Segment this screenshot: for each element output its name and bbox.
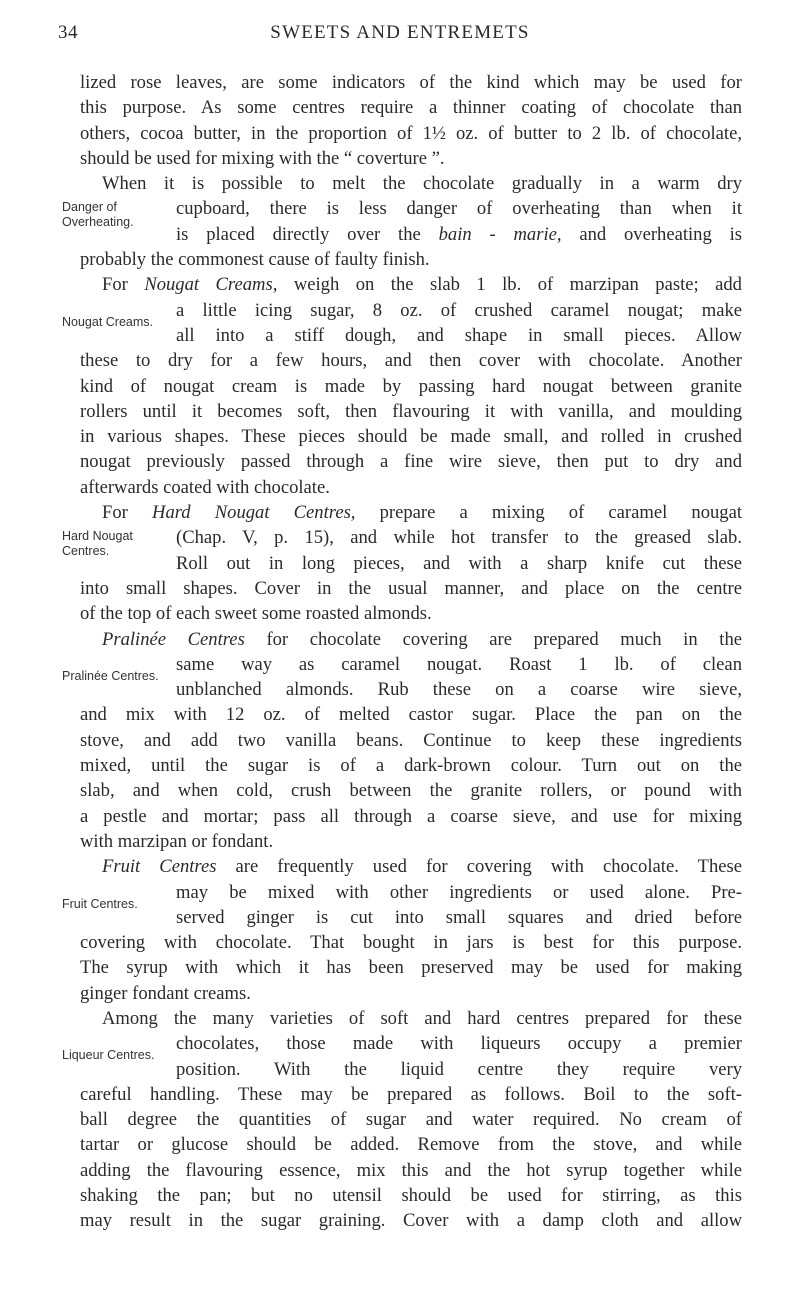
margin-note-line: Danger of bbox=[62, 200, 117, 215]
text-line: chocolates, those made with liqueurs occupy a premier bbox=[176, 1033, 742, 1055]
text-line: covering with chocolate. That bought in jars is best for this purpose. bbox=[80, 932, 742, 954]
text-fragment: and overheating is bbox=[579, 223, 743, 245]
text-line: mixed, until the sugar is of a dark-brown colour. Turn out on the bbox=[80, 755, 742, 777]
text-line bbox=[176, 222, 742, 247]
text-line: nougat previously passed through a fine wire sieve, then put to dry and bbox=[80, 451, 742, 473]
text-fragment: is placed directly over the bbox=[176, 223, 421, 245]
pralinee-section bbox=[62, 652, 742, 703]
text-line: probably the commonest cause of faulty finish. bbox=[80, 249, 430, 271]
nougat-creams-section bbox=[62, 298, 742, 349]
fruit-section bbox=[62, 880, 742, 931]
text-line: stove, and add two vanilla beans. Continue to keep these ingredients bbox=[80, 729, 742, 751]
text-fragment-italic: Fruit Centres bbox=[102, 856, 217, 878]
text-fragment-italic: Nougat Creams, bbox=[144, 274, 278, 296]
text-fragment-italic: Pralinée Centres bbox=[102, 628, 245, 650]
text-line: rollers until it becomes soft, then flavouring it with vanilla, and moulding bbox=[80, 400, 742, 422]
liqueur-section bbox=[62, 1031, 742, 1082]
text-line: ginger fondant creams. bbox=[80, 982, 251, 1004]
text-line: shaking the pan; but no utensil should be used for stirring, as this bbox=[80, 1185, 742, 1207]
margin-note-line: Hard Nougat bbox=[62, 529, 133, 544]
page-header bbox=[58, 22, 742, 52]
text-fragment: For bbox=[102, 274, 128, 296]
text-line: (Chap. V, p. 15), and while hot transfer to the greased slab. bbox=[176, 527, 742, 549]
text-line: should be used for mixing with the “ coverture ”. bbox=[80, 147, 445, 169]
text-line: a pestle and mortar; pass all through a coarse sieve, and use for mixing bbox=[80, 805, 742, 827]
text-fragment: weigh on the slab 1 lb. of marzipan paste; add bbox=[293, 274, 742, 296]
text-line: into small shapes. Cover in the usual manner, and place on the centre bbox=[80, 577, 742, 599]
text-line: may be mixed with other ingredients or used alone. Pre- bbox=[176, 881, 742, 903]
text-line bbox=[80, 272, 742, 297]
text-line: ball degree the quantities of sugar and water required. No cream of bbox=[80, 1109, 742, 1131]
text-fragment-italic: Hard Nougat Centres, bbox=[152, 502, 356, 524]
margin-note-fruit: Fruit Centres. bbox=[62, 896, 138, 911]
text-line: with marzipan or fondant. bbox=[80, 830, 274, 852]
text-line: this purpose. As some centres require a thinner coating of chocolate than bbox=[80, 97, 742, 119]
page-number: 34 bbox=[58, 22, 78, 43]
margin-note-liqueur: Liqueur Centres. bbox=[62, 1048, 155, 1063]
text-line: cupboard, there is less danger of overheating than when it bbox=[176, 198, 742, 220]
text-line: The syrup with which it has been preserved may be used for making bbox=[80, 957, 742, 979]
text-line: of the top of each sweet some roasted almonds. bbox=[80, 603, 432, 625]
running-head: SWEETS AND ENTREMETS bbox=[270, 22, 530, 43]
margin-note-line: Centres. bbox=[62, 544, 110, 559]
text-line bbox=[80, 500, 742, 525]
text-line: all into a stiff dough, and shape in small pieces. Allow bbox=[176, 324, 742, 346]
text-line: in various shapes. These pieces should be made small, and rolled in crushed bbox=[80, 426, 742, 448]
text-line: unblanched almonds. Rub these on a coarse wire sieve, bbox=[176, 679, 742, 701]
text-line: these to dry for a few hours, and then cover with chocolate. Another bbox=[80, 350, 742, 372]
margin-note-nougat-creams: Nougat Creams. bbox=[62, 314, 154, 329]
text-line bbox=[80, 627, 742, 652]
body-text bbox=[62, 70, 743, 1234]
text-line: same way as caramel nougat. Roast 1 lb. of clean bbox=[176, 653, 742, 675]
text-line: may result in the sugar graining. Cover with a damp cloth and allow bbox=[80, 1210, 742, 1232]
text-line: position. With the liquid centre they require very bbox=[176, 1058, 742, 1080]
text-line: served ginger is cut into small squares and dried before bbox=[176, 906, 742, 928]
text-line: adding the flavouring essence, mix this and the hot syrup together while bbox=[80, 1159, 742, 1181]
text-line: When it is possible to melt the chocolate gradually in a warm dry bbox=[102, 173, 742, 195]
text-line: others, cocoa butter, in the proportion of 1½ oz. of butter to 2 lb. of chocolate, bbox=[80, 122, 742, 144]
text-line: a little icing sugar, 8 oz. of crushed caramel nougat; make bbox=[176, 299, 742, 321]
text-line: tartar or glucose should be added. Remove from the stove, and while bbox=[80, 1134, 742, 1156]
margin-note-pralinee: Pralinée Centres. bbox=[62, 668, 159, 683]
text-fragment-italic: bain - marie, bbox=[438, 223, 562, 245]
text-line: and mix with 12 oz. of melted castor sugar. Place the pan on the bbox=[80, 704, 742, 726]
text-fragment: are frequently used for covering with chocolate. These bbox=[235, 856, 742, 878]
text-fragment: For bbox=[102, 502, 128, 524]
text-line: kind of nougat cream is made by passing hard nougat between granite bbox=[80, 375, 742, 397]
text-line: Among the many varieties of soft and hard centres prepared for these bbox=[102, 1007, 742, 1029]
margin-note-line: Overheating. bbox=[62, 215, 134, 230]
text-line bbox=[80, 854, 742, 879]
text-line: lized rose leaves, are some indicators of the kind which may be used for bbox=[80, 72, 742, 93]
margin-note-danger bbox=[62, 200, 162, 230]
text-line: Roll out in long pieces, and with a sharp knife cut these bbox=[176, 552, 742, 574]
margin-note-hard-nougat bbox=[62, 529, 162, 559]
text-line: careful handling. These may be prepared as follows. Boil to the soft- bbox=[80, 1083, 742, 1105]
text-line: slab, and when cold, crush between the granite rollers, or pound with bbox=[80, 780, 742, 802]
danger-section bbox=[62, 196, 743, 247]
text-fragment: for chocolate covering are prepared much in the bbox=[266, 628, 742, 650]
hard-nougat-section bbox=[62, 525, 742, 576]
text-fragment: prepare a mixing of caramel nougat bbox=[379, 502, 743, 524]
text-line: afterwards coated with chocolate. bbox=[80, 476, 330, 498]
